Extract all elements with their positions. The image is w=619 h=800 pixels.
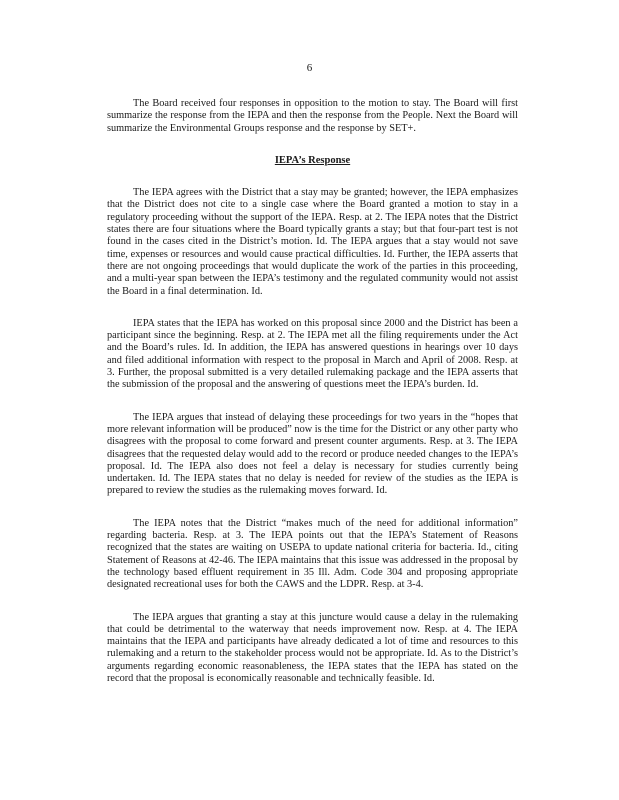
paragraph-4: The IEPA notes that the District “makes much of the need for additional information” regarding bacteria. Resp. at 3. The IEPA points out that the IEPA’s Statement of Reasons recognized that the states are waiting on USEPA to update national criteria for bacteria. Id., citing Statement of Reasons at 42-46. The IEPA maintains that this issue was addressed in the proposal by the technology based effluent requirement in 35 Ill. Adm. Code 304 and proposing appropriate designated recreational uses for both the CAWS and the LDPR. Resp. at 3-4. [107, 517, 518, 591]
paragraph-5: The IEPA argues that granting a stay at this juncture would cause a delay in the rulemaking that could be detrimental to the waterway that needs improvement now. Resp. at 4. The IEPA maintains that the IEPA and participants have already dedicated a lot of time and resources to this rulemaking and a return to the stakeholder process would not be appropriate. Id. As to the District’s arguments regarding economic reasonableness, the IEPA states that the IEPA has stated on the record that the proposal is economically reasonable and technically feasible. Id. [107, 611, 518, 684]
document-body [107, 98, 518, 705]
section-heading: IEPA’s Response [274, 154, 351, 166]
paragraph-1: The IEPA agrees with the District that a stay may be granted; however, the IEPA emphasizes that the District does not cite to a single case where the Board granted a motion to stay in a regulatory proceeding without the support of the IEPA. Resp. at 2. The IEPA notes that the District states there are four situations where the Board typically grants a stay; but that four-part test is not found in the cases cited in the District’s motion. Id. The IEPA argues that a stay would not save time, expenses or resources and would cause practical difficulties. Id. Further, the IEPA asserts that there are not ongoing proceedings that would duplicate the work of the parties in this proceeding, and a multi-year span between the IEPA’s testimony and the regulated community would not assist the Board in a final determination. Id. [107, 187, 518, 297]
intro-paragraph: The Board received four responses in opposition to the motion to stay. The Board will first summarize the response from the IEPA and then the response from the People. Next the Board will summarize the Environmental Groups response and the response by SET+. [107, 98, 518, 134]
page-number: 6 [306, 62, 313, 74]
paragraph-3: The IEPA argues that instead of delaying these proceedings for two years in the “hopes that more relevant information will be produced” now is the time for the District or any other party who disagrees with the proposal to come forward and present counter arguments. Resp. at 3. The IEPA disagrees that the requested delay would add to the record or produce needed changes to the IEPA’s proposal. Id. The IEPA also does not feel a delay is necessary for studies currently being undertaken. Id. The IEPA states that no delay is needed for review of the studies as the IEPA is prepared to review the studies as the rulemaking moves forward. Id. [107, 411, 518, 497]
paragraph-2: IEPA states that the IEPA has worked on this proposal since 2000 and the District has been a participant since the beginning. Resp. at 2. The IEPA met all the filing requirements under the Act and the Board’s rules. Id. In addition, the IEPA has answered questions in hearings over 10 days and filed additional information with respect to the proposal in March and April of 2008. Resp. at 3. Further, the proposal submitted is a very detailed rulemaking package and the IEPA asserts that the submission of the proposal and the answering of questions meet the IEPA’s burden. Id. [107, 317, 518, 391]
